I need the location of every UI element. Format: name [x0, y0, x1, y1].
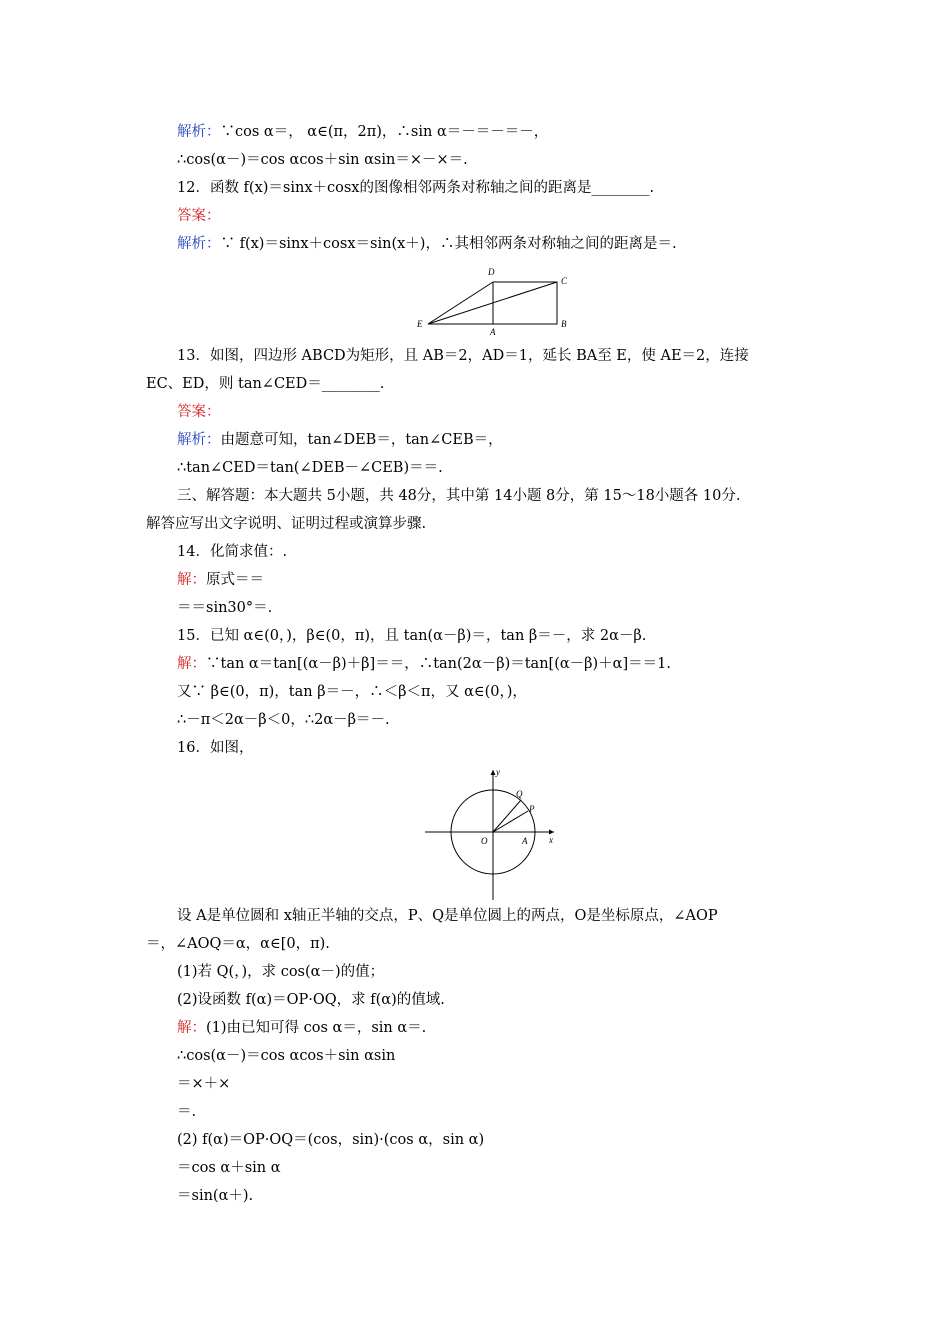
answer-label: 解： — [177, 1020, 206, 1036]
analysis-label: 解析： — [177, 432, 221, 448]
text-run: ∵cos α＝， α∈(π，2π)，∴sin α＝－＝－＝－， — [220, 124, 549, 140]
text-run: ∵ f(x)＝sinx＋cosx＝sin(x＋)，∴其相邻两条对称轴之间的距离是＝. — [220, 236, 677, 252]
text-run: ＝. — [177, 1104, 197, 1120]
text-line — [177, 1074, 230, 1094]
rectangle-figure — [415, 265, 575, 340]
text-run: (1)由已知可得 cos α＝，sin α＝. — [206, 1020, 427, 1036]
text-line — [146, 934, 330, 954]
analysis-label: 解析： — [177, 124, 221, 140]
text-run: 由题意可知，tan∠DEB＝，tan∠CEB＝， — [220, 432, 503, 448]
unit-circle-figure — [420, 762, 570, 904]
text-run: (1)若 Q(，)，求 cos(α－)的值； — [177, 964, 385, 980]
text-run: ＝cos α＋sin α — [177, 1160, 281, 1176]
text-run: EC、ED，则 tan∠CED＝________. — [146, 376, 385, 392]
label-C: C — [561, 276, 568, 286]
text-run: ＝×＋× — [177, 1076, 231, 1092]
text-line — [177, 1158, 281, 1178]
label-A: A — [522, 836, 528, 846]
text-line — [177, 346, 749, 366]
text-line — [177, 150, 468, 170]
text-run: 14．化简求值：. — [177, 544, 288, 560]
text-line — [177, 710, 390, 730]
text-line — [177, 962, 384, 982]
text-line — [177, 990, 445, 1010]
text-line — [177, 682, 527, 702]
label-Q: Q — [516, 789, 523, 799]
label-E: E — [417, 319, 423, 329]
text-run: ∵tan α＝tan[(α－β)＋β]＝＝，∴tan(2α－β)＝tan[(α－β)＋α]＝＝1. — [206, 656, 671, 672]
text-run: 16．如图， — [177, 740, 254, 756]
text-line — [177, 1186, 253, 1206]
text-line — [146, 374, 384, 394]
label-A: A — [490, 327, 496, 337]
text-line — [177, 542, 287, 562]
label-y: y — [496, 767, 500, 777]
text-run: ＝sin(α＋). — [177, 1188, 254, 1204]
answer-label: 解： — [177, 656, 206, 672]
text-run: ＝＝sin30°＝. — [177, 600, 273, 616]
text-run: 13．如图，四边形 ABCD为矩形，且 AB＝2，AD＝1，延长 BA至 E，使 AE＝2，连接 — [177, 348, 749, 364]
text-run: 15．已知 α∈(0，)，β∈(0，π)，且 tan(α－β)＝，tan β＝－，求 2α－β. — [177, 628, 647, 644]
label-x: x — [549, 835, 553, 845]
text-run: (2)设函数 f(α)＝OP·OQ，求 f(α)的值域. — [177, 992, 445, 1008]
text-run: 12．函数 f(x)＝sinx＋cosx的图像相邻两条对称轴之间的距离是________. — [177, 180, 655, 196]
text-line — [177, 402, 221, 422]
text-line — [177, 598, 272, 618]
text-line — [177, 458, 443, 478]
text-line — [177, 486, 740, 506]
text-line — [177, 570, 264, 590]
text-line — [177, 906, 718, 926]
text-run: ∴tan∠CED＝tan(∠DEB－∠CEB)＝＝. — [177, 460, 443, 476]
answer-label: 解： — [177, 572, 206, 588]
text-run: ＝，∠AOQ＝α，α∈[0，π). — [146, 936, 330, 952]
text-run: 设 A是单位圆和 x轴正半轴的交点，P、Q是单位圆上的两点，O是坐标原点，∠AOP — [177, 908, 718, 924]
text-run: 又∵ β∈(0，π)，tan β＝－，∴＜β＜π，又 α∈(0，)， — [177, 684, 527, 700]
label-O: O — [481, 836, 488, 846]
answer-label: 答案： — [177, 404, 221, 420]
text-line — [146, 514, 426, 534]
text-line — [177, 122, 548, 142]
text-line — [177, 206, 221, 226]
label-P: P — [529, 804, 535, 814]
label-B: B — [561, 319, 567, 329]
text-run: 三、解答题：本大题共 5小题，共 48分，其中第 14小题 8分，第 15～18小题各 10分. — [177, 488, 741, 504]
text-line — [177, 1018, 426, 1038]
label-D: D — [488, 267, 495, 277]
text-run: ∴－π＜2α－β＜0，∴2α－β＝－. — [177, 712, 390, 728]
text-line — [177, 430, 503, 450]
text-line — [177, 626, 646, 646]
text-run: 解答应写出文字说明、证明过程或演算步骤. — [146, 516, 427, 532]
text-run: ∴cos(α－)＝cos αcos＋sin αsin — [177, 1048, 396, 1064]
text-line — [177, 234, 677, 254]
text-run: ∴cos(α－)＝cos αcos＋sin αsin＝×－×＝. — [177, 152, 468, 168]
text-line — [177, 178, 654, 198]
text-line — [177, 1046, 395, 1066]
text-line — [177, 654, 671, 674]
analysis-label: 解析： — [177, 236, 221, 252]
text-line — [177, 1130, 484, 1150]
text-run: (2) f(α)＝OP·OQ＝(cos，sin)·(cos α，sin α) — [177, 1132, 485, 1148]
text-line — [177, 1102, 196, 1122]
answer-label: 答案： — [177, 208, 221, 224]
text-run: 原式＝＝ — [206, 572, 264, 588]
text-line — [177, 738, 253, 758]
